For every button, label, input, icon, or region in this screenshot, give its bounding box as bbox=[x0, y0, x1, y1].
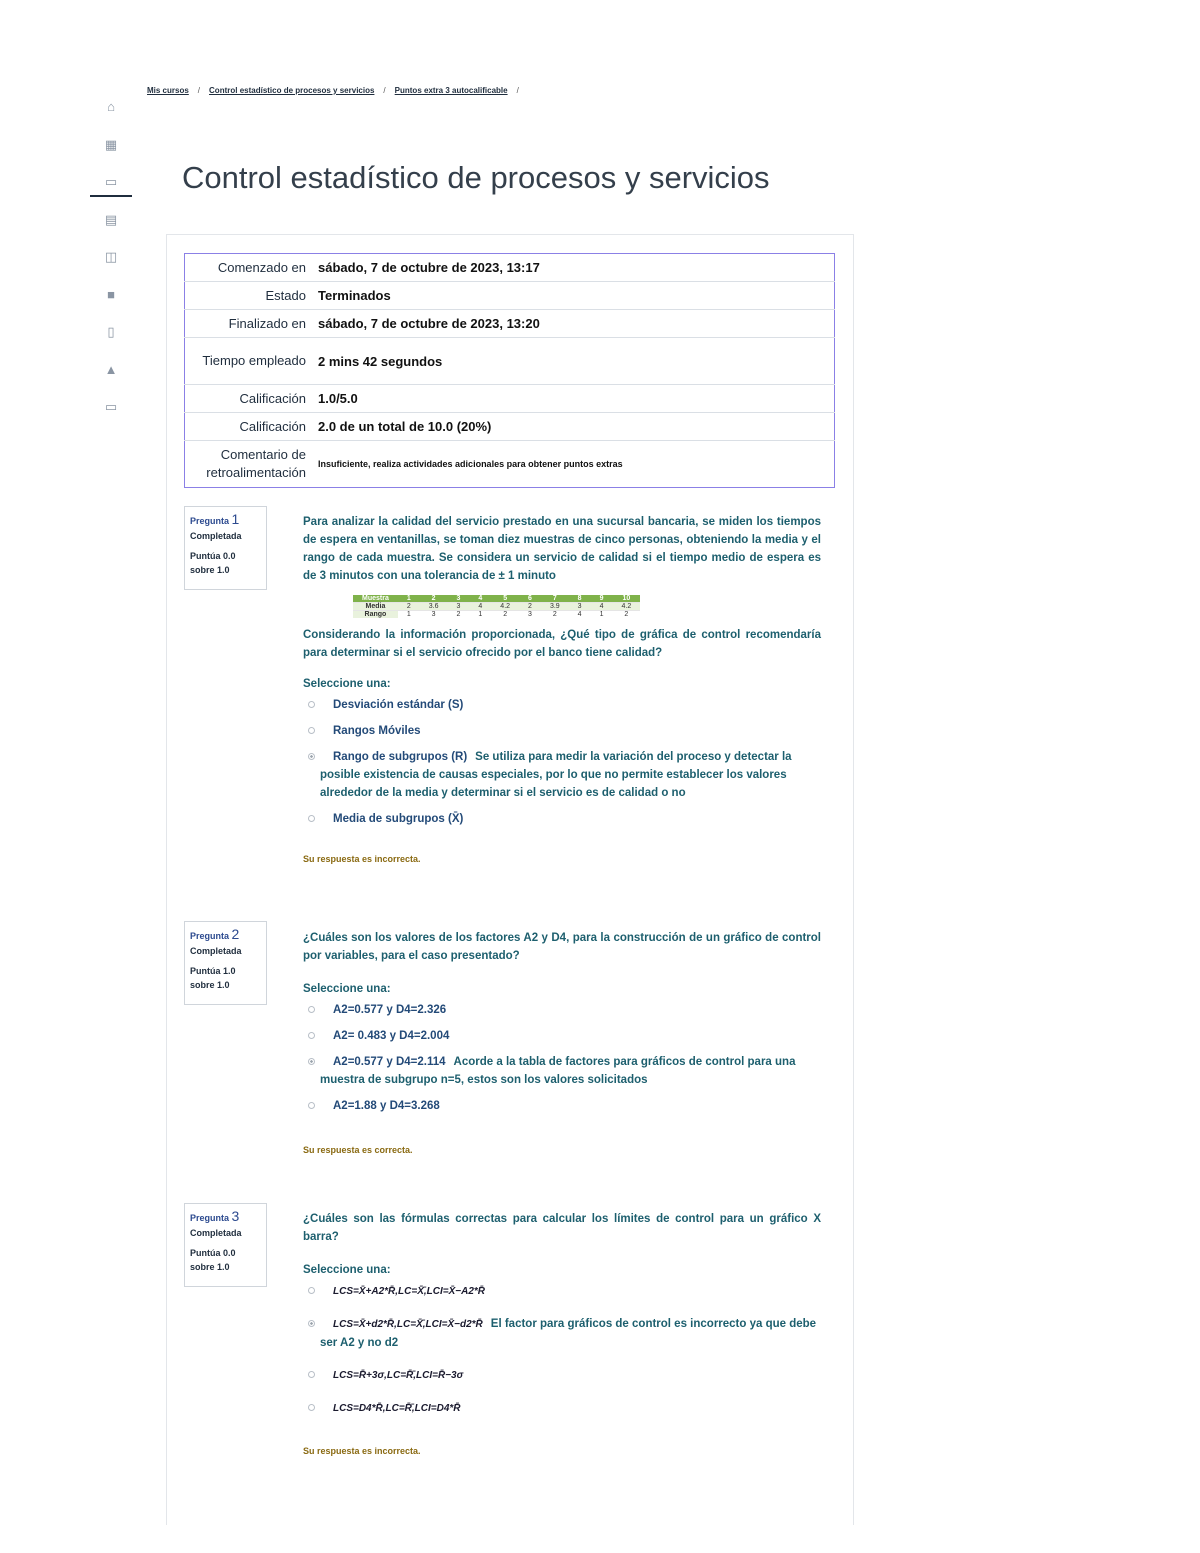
question-number bbox=[190, 926, 261, 942]
breadcrumb-separator: / bbox=[383, 86, 386, 95]
table-header: 4 bbox=[469, 595, 491, 603]
summary-value: 2 mins 42 segundos bbox=[312, 338, 835, 385]
files-icon[interactable]: ◫ bbox=[104, 249, 118, 264]
option-label: A2=1.88 y D4=3.268 bbox=[333, 1100, 440, 1112]
select-prompt: Seleccione una: bbox=[303, 983, 391, 995]
option-label: A2=0.577 y D4=2.114 bbox=[333, 1056, 446, 1068]
graduation-icon[interactable]: ▲ bbox=[104, 361, 118, 377]
folder-icon[interactable]: ▭ bbox=[90, 163, 132, 201]
table-header: 8 bbox=[569, 595, 591, 603]
breadcrumb bbox=[147, 86, 528, 95]
grade-line: Puntúa 1.0 bbox=[190, 966, 236, 976]
option-label: A2= 0.483 y D4=2.004 bbox=[333, 1030, 450, 1042]
answer-result: Su respuesta es incorrecta. bbox=[303, 1446, 421, 1456]
answer-option[interactable] bbox=[303, 1053, 821, 1089]
summary-label: Comenzado en bbox=[185, 254, 313, 282]
summary-value: 1.0/5.0 bbox=[312, 385, 835, 413]
option-label: LCS=X̄+d2*R̄,LC=X̄̄,LCI=X̄−d2*R̄ bbox=[333, 1319, 483, 1330]
answer-option[interactable] bbox=[303, 1282, 821, 1301]
table-header: 7 bbox=[541, 595, 569, 603]
table-cell: 2 bbox=[447, 611, 469, 619]
question-number-value: 3 bbox=[231, 1208, 240, 1224]
question-info bbox=[184, 1203, 267, 1287]
calendar-icon[interactable]: ▤ bbox=[104, 211, 118, 227]
option-label: Rango de subgrupos (R) bbox=[333, 751, 468, 763]
question-number-value: 1 bbox=[231, 511, 240, 527]
table-cell: 4.2 bbox=[612, 603, 640, 611]
sample-data-table bbox=[353, 595, 640, 618]
courses-icon[interactable]: ▭ bbox=[104, 399, 118, 414]
table-header: 3 bbox=[447, 595, 469, 603]
radio-button[interactable] bbox=[308, 815, 315, 822]
table-cell: 1 bbox=[591, 611, 613, 619]
answer-result: Su respuesta es incorrecta. bbox=[303, 854, 421, 864]
breadcrumb-course[interactable]: Control estadístico de procesos y servicios bbox=[209, 86, 375, 95]
radio-button[interactable] bbox=[308, 1287, 315, 1294]
table-header: Muestra bbox=[353, 595, 398, 603]
table-header: 6 bbox=[519, 595, 541, 603]
table-cell: 3.6 bbox=[420, 603, 448, 611]
question-number bbox=[190, 511, 261, 527]
table-header: 10 bbox=[612, 595, 640, 603]
radio-button[interactable] bbox=[308, 727, 315, 734]
summary-row bbox=[185, 441, 835, 488]
answer-option[interactable] bbox=[303, 696, 821, 714]
dashboard-icon[interactable]: ▦ bbox=[104, 136, 118, 152]
grade-line: sobre 1.0 bbox=[190, 980, 230, 990]
summary-row bbox=[185, 385, 835, 413]
book-icon[interactable]: ■ bbox=[107, 286, 115, 302]
radio-button-selected[interactable] bbox=[308, 1058, 315, 1065]
option-feedback: Acorde a la tabla de factores para gráficos de control para una muestra de subgrupo n=5, estos son los valores solicitados bbox=[320, 1056, 796, 1086]
breadcrumb-quiz[interactable]: Puntos extra 3 autocalificable bbox=[394, 86, 508, 95]
answer-option[interactable] bbox=[303, 722, 821, 740]
option-label: Desviación estándar (S) bbox=[333, 699, 464, 711]
radio-button[interactable] bbox=[308, 701, 315, 708]
table-row bbox=[353, 611, 640, 619]
question-grade bbox=[190, 549, 261, 577]
summary-label: Comentario de retroalimentación bbox=[206, 447, 306, 480]
summary-value: Terminados bbox=[312, 282, 835, 310]
table-header: 1 bbox=[398, 595, 420, 603]
attempt-summary-table bbox=[184, 253, 835, 488]
option-feedback: El factor para gráficos de control es incorrecto ya que debe ser A2 y no d2 bbox=[320, 1318, 817, 1349]
table-cell: 4.2 bbox=[491, 603, 519, 611]
option-label: A2=0.577 y D4=2.326 bbox=[333, 1004, 447, 1016]
table-cell: 3 bbox=[569, 603, 591, 611]
breadcrumb-separator: / bbox=[516, 86, 519, 95]
table-cell: 1 bbox=[398, 611, 420, 619]
page-title: Control estadístico de procesos y servicios bbox=[182, 160, 770, 195]
table-cell: 2 bbox=[541, 611, 569, 619]
question-text-2: Considerando la información proporcionada, ¿Qué tipo de gráfica de control recomendaría para determinar si el servicio ofrecido por el banco tiene calidad? bbox=[303, 629, 821, 659]
radio-button[interactable] bbox=[308, 1371, 315, 1378]
summary-row bbox=[185, 254, 835, 282]
radio-button[interactable] bbox=[308, 1102, 315, 1109]
answer-option[interactable] bbox=[303, 1366, 821, 1385]
option-label: LCS=D4*R̄,LC=R̄̄,LCI=D4*R̄ bbox=[333, 1403, 461, 1414]
summary-row bbox=[185, 310, 835, 338]
summary-value: sábado, 7 de octubre de 2023, 13:20 bbox=[312, 310, 835, 338]
table-header: 5 bbox=[491, 595, 519, 603]
question-label: Pregunta bbox=[190, 516, 230, 526]
mobile-icon[interactable]: ▯ bbox=[107, 324, 115, 339]
summary-value: Insuficiente, realiza actividades adicionales para obtener puntos extras bbox=[318, 459, 623, 469]
question-info bbox=[184, 921, 267, 1005]
home-icon[interactable]: ⌂ bbox=[107, 99, 115, 114]
answer-option[interactable] bbox=[303, 1001, 821, 1019]
summary-label: Calificación bbox=[185, 385, 313, 413]
answer-option[interactable] bbox=[303, 1399, 821, 1418]
grade-line: Puntúa 0.0 bbox=[190, 1248, 236, 1258]
table-cell: Rango bbox=[353, 611, 398, 619]
question-info bbox=[184, 506, 267, 590]
summary-row bbox=[185, 282, 835, 310]
table-header: 9 bbox=[591, 595, 613, 603]
option-label: LCS=X̄+A2*R̄,LC=X̄̄,LCI=X̄−A2*R̄ bbox=[333, 1286, 485, 1297]
summary-label: Tiempo empleado bbox=[185, 338, 313, 385]
answer-option[interactable] bbox=[303, 1097, 821, 1115]
answer-option[interactable] bbox=[303, 1027, 821, 1045]
question-state: Completada bbox=[190, 531, 242, 541]
table-row bbox=[353, 603, 640, 611]
radio-button[interactable] bbox=[308, 1006, 315, 1013]
option-feedback: Se utiliza para medir la variación del proceso y detectar la posible existencia de causas especiales, por lo que no permite establecer los valores alrededor de la media y determinar si el servicio es de calidad o no bbox=[320, 751, 792, 799]
question-text: ¿Cuáles son las fórmulas correctas para calcular los límites de control para un gráfico X barra? bbox=[303, 1213, 821, 1243]
summary-value: 2.0 de un total de 10.0 (20%) bbox=[312, 413, 835, 441]
table-cell: 3 bbox=[519, 611, 541, 619]
question-body bbox=[303, 513, 821, 864]
table-header: 2 bbox=[420, 595, 448, 603]
grade-line: sobre 1.0 bbox=[190, 1262, 230, 1272]
question-number bbox=[190, 1208, 261, 1224]
question-label: Pregunta bbox=[190, 931, 230, 941]
table-cell: 4 bbox=[469, 603, 491, 611]
table-cell: 2 bbox=[519, 603, 541, 611]
summary-label: Finalizado en bbox=[185, 310, 313, 338]
left-nav bbox=[90, 88, 132, 426]
question-text: ¿Cuáles son los valores de los factores A2 y D4, para la construcción de un gráfico de control por variables, para el caso presentado? bbox=[303, 932, 821, 962]
breadcrumb-my-courses[interactable]: Mis cursos bbox=[147, 86, 189, 95]
table-cell: 3.9 bbox=[541, 603, 569, 611]
option-label: Rangos Móviles bbox=[333, 725, 421, 737]
radio-button[interactable] bbox=[308, 1032, 315, 1039]
radio-button-selected[interactable] bbox=[308, 753, 315, 760]
table-cell: 4 bbox=[569, 611, 591, 619]
table-cell: 2 bbox=[398, 603, 420, 611]
grade-line: Puntúa 0.0 bbox=[190, 551, 236, 561]
table-cell: 4 bbox=[591, 603, 613, 611]
question-grade bbox=[190, 964, 261, 992]
question-grade bbox=[190, 1246, 261, 1274]
answer-option[interactable] bbox=[303, 748, 821, 802]
question-number-value: 2 bbox=[231, 926, 240, 942]
grade-line: sobre 1.0 bbox=[190, 565, 230, 575]
answer-option[interactable] bbox=[303, 810, 821, 828]
summary-value: sábado, 7 de octubre de 2023, 13:17 bbox=[312, 254, 835, 282]
select-prompt: Seleccione una: bbox=[303, 1264, 391, 1276]
radio-button-selected[interactable] bbox=[308, 1320, 315, 1327]
select-prompt: Seleccione una: bbox=[303, 678, 391, 690]
summary-row bbox=[185, 338, 835, 385]
summary-label: Estado bbox=[185, 282, 313, 310]
table-cell: 2 bbox=[491, 611, 519, 619]
answer-result: Su respuesta es correcta. bbox=[303, 1145, 413, 1155]
question-body bbox=[303, 1210, 821, 1456]
option-label: Media de subgrupos (X̄) bbox=[333, 813, 464, 825]
table-cell: 2 bbox=[612, 611, 640, 619]
question-body bbox=[303, 929, 821, 1155]
table-cell: 3 bbox=[420, 611, 448, 619]
summary-row bbox=[185, 413, 835, 441]
breadcrumb-separator: / bbox=[197, 86, 201, 95]
table-cell: 3 bbox=[447, 603, 469, 611]
table-header-row bbox=[353, 595, 640, 603]
question-state: Completada bbox=[190, 1228, 242, 1238]
answer-option[interactable] bbox=[303, 1315, 821, 1352]
question-state: Completada bbox=[190, 946, 242, 956]
summary-label: Calificación bbox=[185, 413, 313, 441]
radio-button[interactable] bbox=[308, 1404, 315, 1411]
option-label: LCS=R̄+3σ,LC=R̄̄,LCI=R̄−3σ bbox=[333, 1370, 464, 1381]
table-cell: 1 bbox=[469, 611, 491, 619]
question-text: Para analizar la calidad del servicio prestado en una sucursal bancaria, se miden los tiempos de espera en ventanillas, se toman diez muestras de cinco personas, obteniendo la media y el rango de cada muestra. Se considera un servicio de calidad si el tiempo medio de espera es de 3 minutos con una tolerancia de ± 1 minuto bbox=[303, 516, 821, 582]
table-cell: Media bbox=[353, 603, 398, 611]
question-label: Pregunta bbox=[190, 1213, 230, 1223]
